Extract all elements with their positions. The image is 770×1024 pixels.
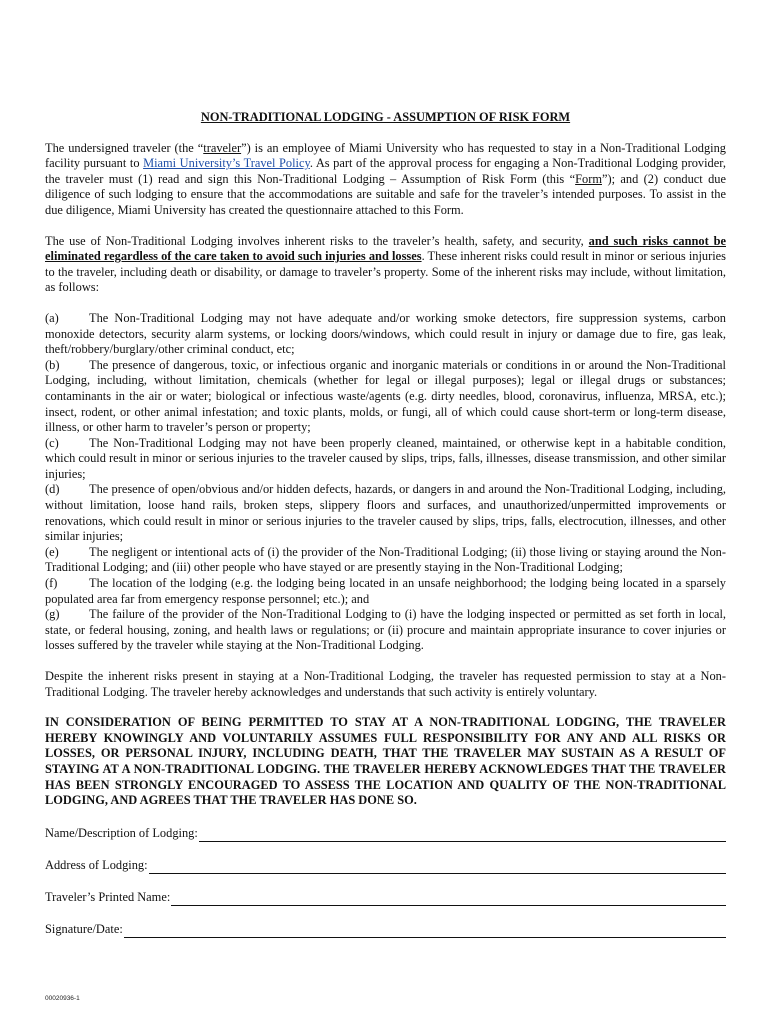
- intro-paragraph: The undersigned traveler (the “traveler”) is an employee of Miami University who has requested to stay in a Non-Traditional Lodging facility pursuant to Miami University’s Travel Policy. As part of the approval process for engaging a Non-Traditional Lodging provider, the traveler must (1) read and sign this Non-Traditional Lodging – Assumption of Risk Form (this “Form”); and (2) conduct due diligence of such lodging to ensure that the accommodations are suitable and safe for the traveler’s intended purposes. To assist in the due diligence, Miami University has created the questionnaire attached to this Form.: [45, 140, 726, 217]
- traveler-defined-term: traveler: [203, 140, 242, 155]
- document-body: [45, 110, 726, 953]
- lodging-name-field: [45, 825, 726, 842]
- risk-list: [45, 311, 726, 654]
- risk-item-a: [45, 311, 726, 358]
- consideration-paragraph: IN CONSIDERATION OF BEING PERMITTED TO STAY AT A NON-TRADITIONAL LODGING, THE TRAVELER HEREBY KNOWINGLY AND VOLUNTARILY ASSUMES FULL RESPONSIBILITY FOR ANY AND ALL RISKS OR LOSSES, OR PERSONAL INJURY, INCLUDING DEATH, THAT THE TRAVELER MAY SUSTAIN AS A RESULT OF STAYING AT A NON-TRADITIONAL LODGING. THE TRAVELER HEREBY ACKNOWLEDGES THAT THE TRAVELER HAS BEEN STRONGLY ENCOURAGED TO ASSESS THE LOCATION AND QUALITY OF THE NON-TRADITIONAL LODGING, AND AGREES THAT THE TRAVELER HAS DONE SO.: [45, 715, 726, 808]
- risk-tag: (b): [45, 357, 60, 372]
- lodging-address-field: [45, 857, 726, 874]
- form-number: 00020936-1: [45, 995, 80, 1002]
- risk-tag: (c): [45, 435, 59, 450]
- risk-item-b: [45, 358, 726, 436]
- risk-item-d: [45, 482, 726, 544]
- risk-item-f: [45, 576, 726, 607]
- traveler-name-field: [45, 889, 726, 906]
- risks-emphasis: and such risks cannot be eliminated regardless of the care taken to avoid such injuries and losses: [45, 233, 726, 264]
- risk-item-c: [45, 436, 726, 483]
- risk-text: The negligent or intentional acts of (i) the provider of the Non-Traditional Lodging; (ii) those living or staying around the Non-Traditional Lodging; and (iii) other people who have stayed or are presently staying in the Non-Traditional Lodging;: [45, 544, 726, 575]
- risk-item-e: [45, 545, 726, 576]
- risk-tag: (f): [45, 576, 58, 591]
- despite-paragraph: Despite the inherent risks present in staying at a Non-Traditional Lodging, the traveler has requested permission to stay at a Non-Traditional Lodging. The traveler hereby acknowledges and understands that such activity is entirely voluntary.: [45, 669, 726, 699]
- form-title: NON-TRADITIONAL LODGING - ASSUMPTION OF RISK FORM: [200, 110, 571, 124]
- signature-date-field: [45, 921, 726, 938]
- lodging-address-line[interactable]: [149, 861, 726, 874]
- risks-intro-paragraph: The use of Non-Traditional Lodging involves inherent risks to the traveler’s health, safety, and security, and such risks cannot be eliminated regardless of the care taken to avoid such injuries and losses. These inherent risks could result in minor or serious injuries to the traveler, including death or disability, or damage to traveler’s property. Some of the inherent risks may include, without limitation, as follows:: [45, 233, 727, 295]
- lodging-name-line[interactable]: [199, 829, 726, 842]
- field-label: Name/Description of Lodging:: [45, 826, 198, 841]
- risk-item-g: [45, 607, 726, 654]
- traveler-name-line[interactable]: [171, 893, 726, 906]
- signature-date-line[interactable]: [124, 925, 726, 938]
- risk-text: The presence of dangerous, toxic, or infectious organic and inorganic materials or conditions in or around the Non-Traditional Lodging, including, without limitation, chemicals (whether for legal or illegal purposes); legal or illegal drugs or substances; contaminants in the air or water; biological or infectious waste/agents (e.g. dirty needles, blood, coronavirus, influenza, MRSA, etc.); insect, rodent, or other animal infestation; and toxic plants, molds, or fungi, all of which could cause short-term or long-term disease, illness, or other harm to traveler’s person or property;: [45, 357, 726, 435]
- risk-text: The presence of open/obvious and/or hidden defects, hazards, or dangers in and around the Non-Traditional Lodging, including, without limitation, loose hand rails, broken steps, slippery floors and surfaces, and unauthorized/unpermitted improvements or renovations, which could result in minor or serious injuries to the traveler caused by slips, trips, falls, electrocution, illnesses, and other similar injuries;: [45, 482, 726, 544]
- risk-text: The Non-Traditional Lodging may not have adequate and/or working smoke detectors, fire suppression systems, carbon monoxide detectors, security alarm systems, or locking doors/windows, which could result in injury or damage due to fire, gas leak, theft/robbery/burglary/other criminal conduct, etc;: [45, 310, 726, 357]
- risk-tag: (a): [45, 310, 59, 325]
- risk-text: The location of the lodging (e.g. the lodging being located in an unsafe neighborhood; the lodging being located in a sparsely populated area far from emergency response personnel; etc.); and: [45, 576, 726, 606]
- form-defined-term: Form: [575, 171, 602, 186]
- risk-tag: (d): [45, 482, 60, 497]
- travel-policy-link[interactable]: Miami University’s Travel Policy: [143, 156, 310, 171]
- field-label: Signature/Date:: [45, 922, 123, 937]
- field-label: Traveler’s Printed Name:: [45, 890, 171, 905]
- risk-tag: (e): [45, 544, 59, 559]
- risk-text: The failure of the provider of the Non-Traditional Lodging to (i) have the lodging inspected or permitted as set forth in local, state, or federal housing, zoning, and health laws or regulations; or (ii) procure and maintain appropriate insurance to cover injuries or losses suffered by the traveler while staying at the Non-Traditional Lodging.: [45, 607, 726, 653]
- field-label: Address of Lodging:: [45, 858, 148, 873]
- risk-text: The Non-Traditional Lodging may not have been properly cleaned, maintained, or otherwise kept in a habitable condition, which could result in minor or serious injuries to the traveler caused by slips, trips, falls, illnesses, disease transmission, and other similar injuries;: [45, 435, 726, 481]
- risk-tag: (g): [45, 607, 60, 622]
